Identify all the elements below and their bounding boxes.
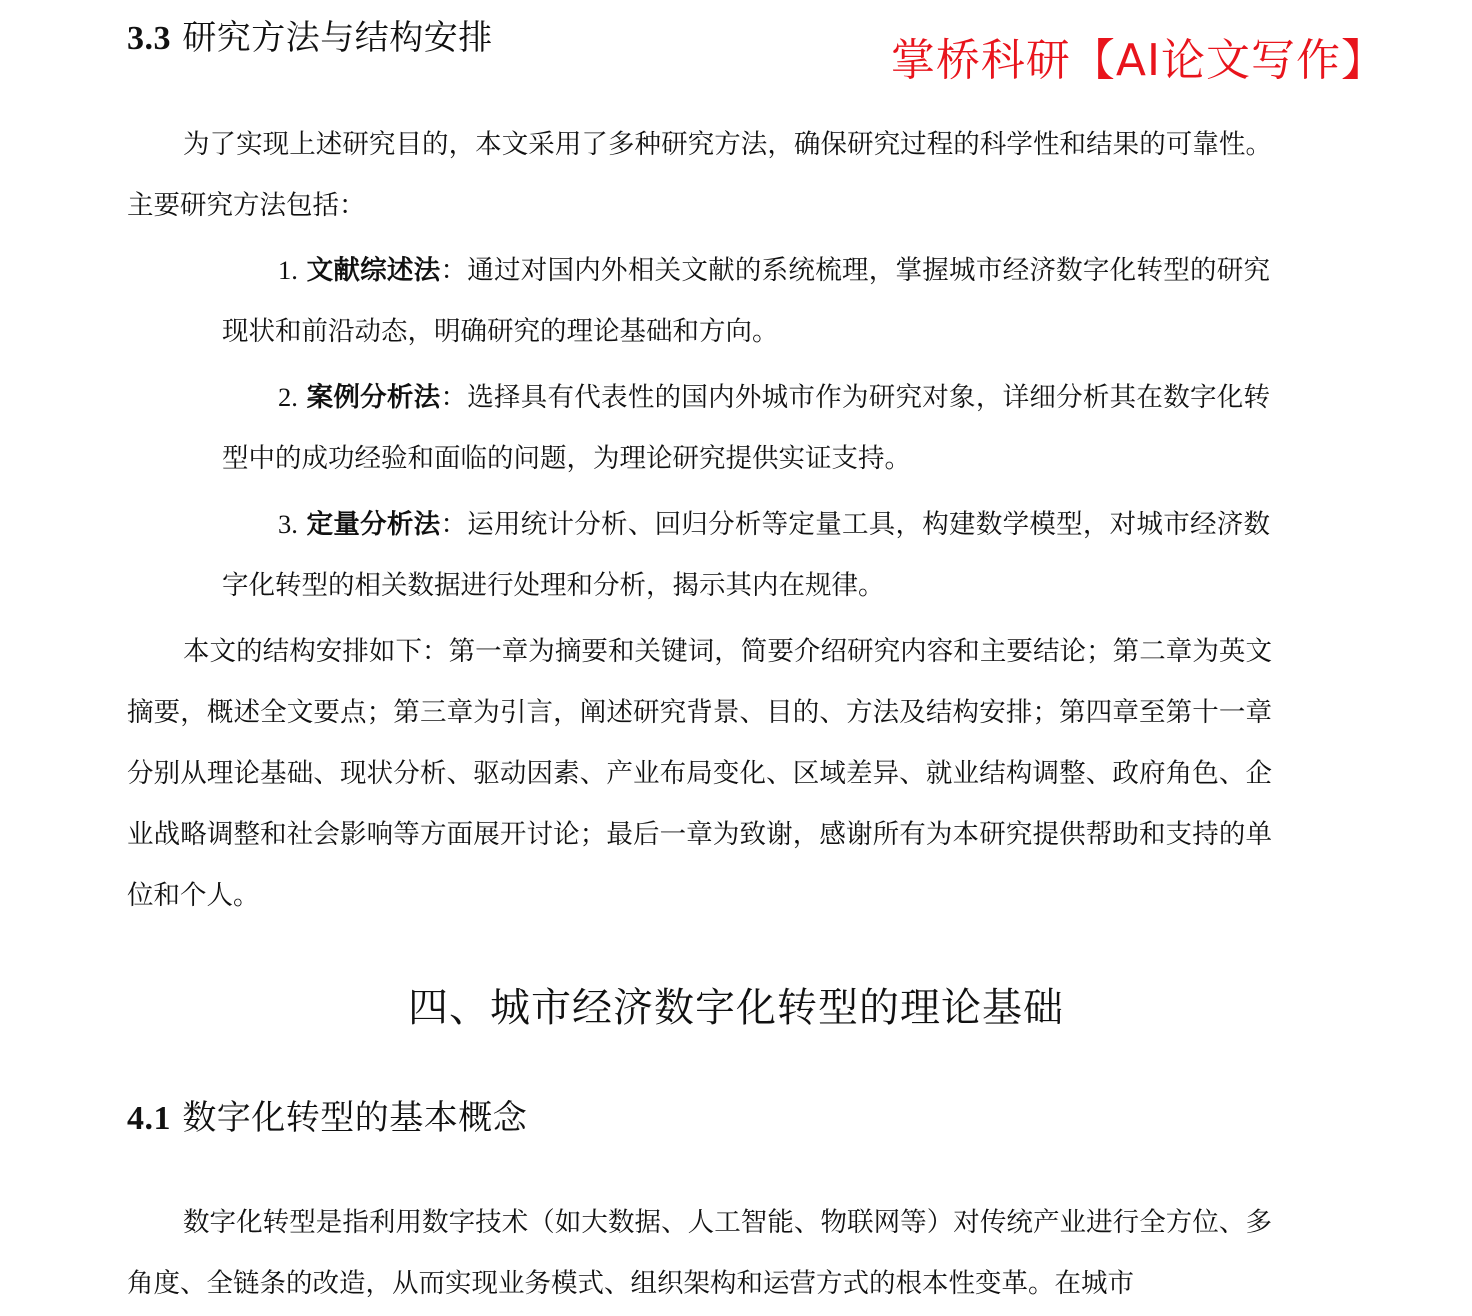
method-term: 文献综述法 bbox=[306, 255, 441, 286]
structure-paragraph: 本文的结构安排如下：第一章为摘要和关键词，简要介绍研究内容和主要结论；第二章为英文摘要，概述全文要点；第三章为引言，阐述研究背景、目的、方法及结构安排；第四章至第十一章分别从理论基础、现状分析、驱动因素、产业布局变化、区域差异、就业结构调整、政府角色、企业战略调整和社会影响等方面展开讨论；最后一章为致谢，感谢所有为本研究提供帮助和支持的单位和个人。 bbox=[127, 636, 1272, 911]
method-text: ：选择具有代表性的国内外城市作为研究对象，详细分析其在数字化转型中的成功经验和面临的问题，为理论研究提供实证支持。 bbox=[222, 382, 1271, 474]
section-title: 研究方法与结构安排 bbox=[182, 18, 493, 58]
method-term: 定量分析法 bbox=[306, 509, 441, 540]
section-title: 数字化转型的基本概念 bbox=[182, 1098, 528, 1138]
intro-paragraph: 为了实现上述研究目的，本文采用了多种研究方法，确保研究过程的科学性和结果的可靠性。主要研究方法包括： bbox=[127, 129, 1272, 221]
chapter-heading-4: 四、城市经济数字化转型的理论基础 bbox=[408, 985, 1064, 1031]
definition-paragraph: 数字化转型是指利用数字技术（如大数据、人工智能、物联网等）对传统产业进行全方位、多角度、全链条的改造，从而实现业务模式、组织架构和运营方式的根本性变革。在城市 bbox=[127, 1207, 1272, 1299]
section-heading-3-3 bbox=[127, 16, 493, 61]
method-index: 2. bbox=[278, 382, 298, 412]
method-text: ：运用统计分析、回归分析等定量工具，构建数学模型，对城市经济数字化转型的相关数据进行处理和分析，揭示其内在规律。 bbox=[222, 509, 1271, 601]
method-text: ：通过对国内外相关文献的系统梳理，掌握城市经济数字化转型的研究现状和前沿动态，明确研究的理论基础和方向。 bbox=[222, 255, 1271, 347]
method-index: 1. bbox=[278, 255, 298, 285]
method-term: 案例分析法 bbox=[306, 382, 441, 413]
method-item-2 bbox=[222, 367, 1270, 489]
section-heading-4-1 bbox=[127, 1096, 527, 1141]
method-item-3 bbox=[222, 494, 1270, 616]
method-item-1 bbox=[222, 240, 1270, 362]
method-index: 3. bbox=[278, 509, 298, 539]
section-number: 4.1 bbox=[127, 1100, 171, 1137]
section-number: 3.3 bbox=[127, 20, 171, 57]
watermark-label: 掌桥科研【AI论文写作】 bbox=[890, 35, 1386, 86]
